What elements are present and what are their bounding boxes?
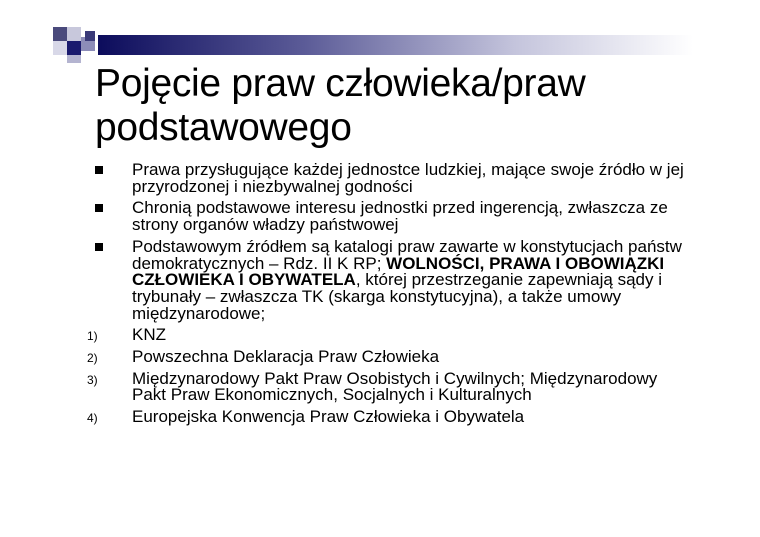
numbered-text: Powszechna Deklaracja Praw Człowieka (132, 347, 440, 367)
item-number: 1) (87, 329, 98, 344)
bullet-text: Chronią podstawowe interesu jednostki przed ingerencją, zwłaszcza ze strony organów władzy państwowej (132, 198, 668, 235)
header-square (85, 31, 95, 41)
header-gradient-bar (98, 35, 693, 55)
numbered-text: KNZ (132, 325, 166, 345)
item-number: 2) (87, 351, 98, 366)
numbered-text: Międzynarodowy Pakt Praw Osobistych i Cywilnych; Międzynarodowy Pakt Praw Ekonomicznych, Socjalnych i Kulturalnych (132, 368, 658, 405)
slide-title (95, 62, 715, 150)
slide-content (87, 162, 687, 431)
header-square (67, 55, 81, 63)
title-line-1: Pojęcie praw człowieka/praw (95, 62, 586, 105)
header-square (53, 41, 67, 55)
header-decoration (53, 27, 693, 63)
square-bullet-icon (95, 204, 103, 212)
item-number: 3) (87, 372, 98, 387)
title-line-2: podstawowego (95, 106, 352, 149)
numbered-item (87, 327, 687, 344)
bullet-item (87, 236, 687, 323)
numbered-item (87, 368, 687, 405)
bullet-text-part: Podstawowym źródłem są katalogi praw zawarte w konstytucjach państw demokratycznych – Rdz. II K RP; (132, 236, 682, 273)
numbered-item (87, 349, 687, 366)
header-square (67, 27, 81, 41)
header-square (53, 27, 67, 41)
bullet-text (132, 237, 682, 323)
item-number: 4) (87, 411, 98, 426)
bullet-text-bold: WOLNOŚCI, PRAWA I OBOWIĄZKI CZŁOWIEKA I OBYWATELA (132, 253, 665, 290)
header-square (67, 41, 81, 55)
square-bullet-icon (95, 166, 103, 174)
numbered-item (87, 409, 687, 426)
bullet-item (87, 200, 687, 233)
bullet-text-part: , której przestrzeganie zapewniają sądy i trybunały – zwłaszcza TK (skarga konstytucyjna), a także umowy międzynarodowe; (132, 270, 662, 323)
numbered-text: Europejska Konwencja Praw Człowieka i Obywatela (132, 407, 525, 427)
bullet-item (87, 162, 687, 195)
square-bullet-icon (95, 243, 103, 251)
bullet-text: Prawa przysługujące każdej jednostce ludzkiej, mające swoje źródło w jej przyrodzonej i niezbywalnej godności (132, 160, 684, 196)
